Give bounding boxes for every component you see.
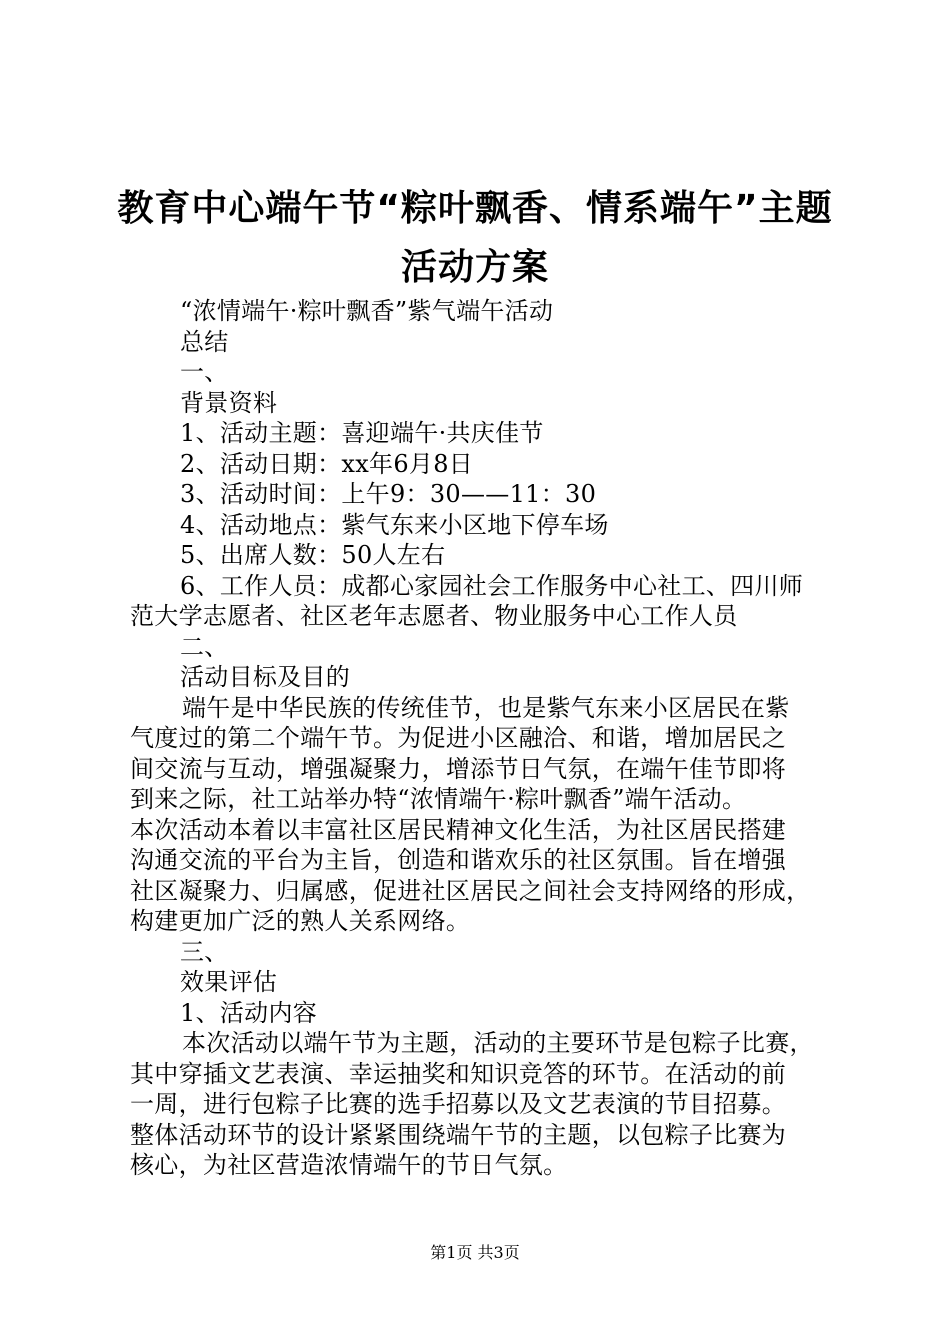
info-item: 6、工作人员：成都心家园社会工作服务中心社工、四川师	[180, 571, 804, 600]
paragraph-line: 本次活动以端午节为主题，活动的主要环节是包粽子比赛，	[182, 1029, 814, 1057]
document-title-line-1: 教育中心端午节“粽叶飘香、情系端午”主题	[117, 188, 833, 229]
section-number: 一、	[180, 358, 229, 386]
paragraph-line: 整体活动环节的设计紧紧围绕端午节的主题，以包粽子比赛为	[130, 1120, 787, 1149]
paragraph-line: 沟通交流的平台为主旨，创造和谐欢乐的社区氛围。旨在增强	[130, 846, 787, 874]
section-heading: 背景资料	[180, 388, 278, 417]
section-number: 二、	[180, 632, 229, 661]
info-item: 2、活动日期：xx年6月8日	[180, 449, 474, 478]
subsection-heading: 1、活动内容	[180, 998, 318, 1027]
document-title-line-2: 活动方案	[400, 247, 549, 288]
paragraph-line: 一周，进行包粽子比赛的选手招募以及文艺表演的节目招募。	[130, 1090, 787, 1118]
paragraph-line: 端午是中华民族的传统佳节，也是紫气东来小区居民在紫	[182, 693, 790, 722]
page-footer: 第1页 共3页	[430, 1243, 520, 1262]
paragraph-line: 气度过的第二个端午节。为促进小区融洽、和谐，增加居民之	[130, 724, 787, 752]
subtitle-line: “浓情端午·粽叶飘香”紫气端午活动	[180, 297, 554, 325]
paragraph-line: 本次活动本着以丰富社区居民精神文化生活，为社区居民搭建	[130, 815, 787, 844]
info-item: 4、活动地点：紫气东来小区地下停车场	[180, 510, 609, 539]
info-item: 1、活动主题：喜迎端午·共庆佳节	[180, 419, 544, 447]
subtitle-line: 总结	[180, 327, 229, 356]
info-item-continuation: 范大学志愿者、社区老年志愿者、物业服务中心工作人员	[130, 602, 738, 630]
paragraph-line: 到来之际，社工站举办特“浓情端午·粽叶飘香”端午活动。	[130, 785, 747, 813]
section-heading: 效果评估	[180, 968, 278, 996]
section-heading: 活动目标及目的	[180, 663, 351, 691]
paragraph-line: 间交流与互动，增强凝聚力，增添节日气氛，在端午佳节即将	[130, 754, 787, 783]
paragraph-line: 社区凝聚力、归属感，促进社区居民之间社会支持网络的形成，	[130, 876, 811, 905]
document-body	[130, 296, 850, 1181]
paragraph-line: 核心，为社区营造浓情端午的节日气氛。	[130, 1151, 568, 1179]
section-number: 三、	[180, 937, 229, 966]
info-item: 3、活动时间：上午9：30——11：30	[180, 480, 597, 508]
info-item: 5、出席人数：50人左右	[180, 541, 446, 569]
paragraph-line: 构建更加广泛的熟人关系网络。	[130, 907, 471, 935]
paragraph-line: 其中穿插文艺表演、幸运抽奖和知识竞答的环节。在活动的前	[130, 1059, 787, 1088]
